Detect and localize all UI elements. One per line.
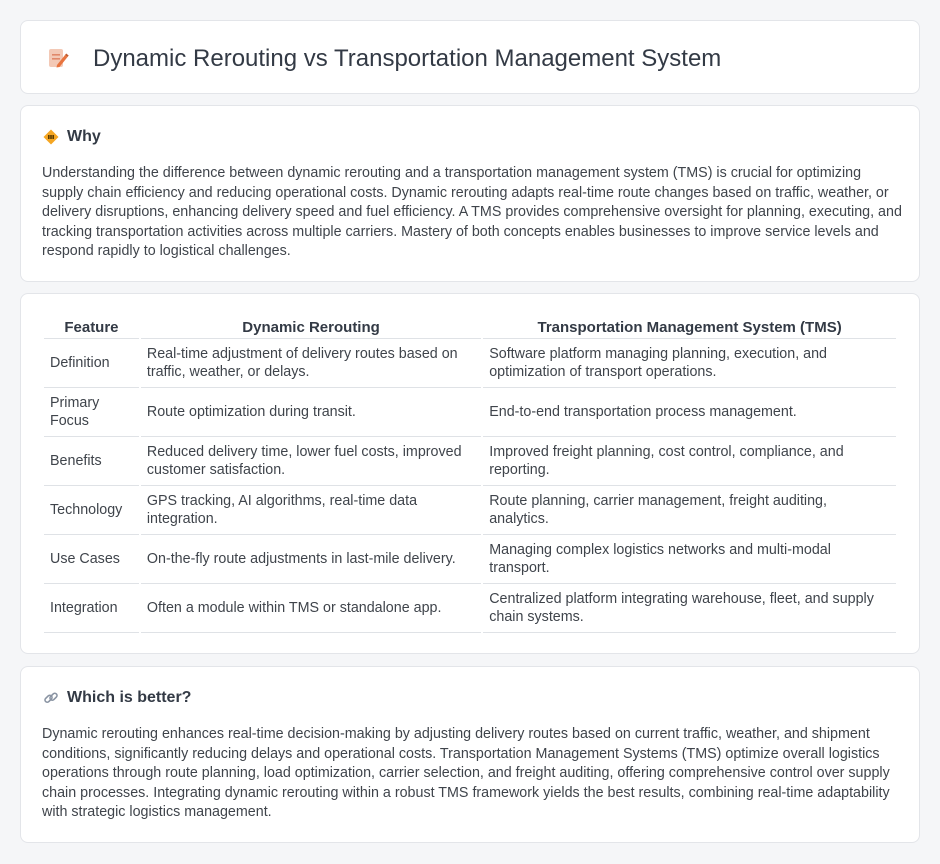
tms-cell: Software platform managing planning, execution, and optimization of transport operations.: [483, 339, 896, 388]
better-heading: [43, 689, 191, 707]
why-heading: [43, 128, 101, 146]
which-is-better-section: [20, 666, 920, 843]
dynamic-rerouting-cell: Reduced delivery time, lower fuel costs, improved customer satisfaction.: [141, 437, 481, 486]
better-title: Which is better?: [67, 689, 192, 706]
table-row: [44, 339, 896, 388]
dynamic-rerouting-cell: Route optimization during transit.: [141, 388, 481, 437]
better-body: Dynamic rerouting enhances real-time decision-making by adjusting delivery routes based on current traffic, weather, and shipment conditions, significantly reducing delays and operational costs. Transportation Management Systems (TMS) optimize overall logistics operations through route planning, load optimization, carrier selection, and freight auditing, offering comprehensive control over supply chain processes. Integrating dynamic rerouting within a robust TMS framework yields the best results, combining real-time adaptability with strategic logistics management.: [42, 726, 890, 820]
header-tms: Transportation Management System (TMS): [483, 315, 896, 339]
link-icon: [43, 690, 59, 706]
tms-cell: Centralized platform integrating warehouse, fleet, and supply chain systems.: [483, 584, 896, 633]
feature-cell: Benefits: [44, 437, 139, 486]
header-feature: Feature: [44, 315, 139, 339]
feature-cell: Technology: [44, 486, 139, 535]
feature-cell: Use Cases: [44, 535, 139, 584]
table-row: [44, 486, 896, 535]
why-title: Why: [67, 128, 101, 145]
diamond-warning-icon: [43, 129, 59, 145]
tms-cell: Improved freight planning, cost control, compliance, and reporting.: [483, 437, 896, 486]
table-row: [44, 437, 896, 486]
table-header-row: [44, 315, 896, 339]
dynamic-rerouting-cell: GPS tracking, AI algorithms, real-time data integration.: [141, 486, 481, 535]
comparison-table: [42, 315, 898, 633]
dynamic-rerouting-cell: On-the-fly route adjustments in last-mile delivery.: [141, 535, 481, 584]
table-row: [44, 584, 896, 633]
table-row: [44, 535, 896, 584]
comparison-table-card: [20, 293, 920, 654]
header-card: [20, 20, 920, 94]
why-section: [20, 105, 920, 282]
why-body: Understanding the difference between dynamic rerouting and a transportation management system (TMS) is crucial for optimizing supply chain efficiency and reducing operational costs. Dynamic rerouting adapts real-time route changes based on traffic, weather, or delivery disruptions, enhancing delivery speed and fuel efficiency. A TMS provides comprehensive oversight for planning, executing, and tracking transportation activities across multiple carriers. Mastery of both concepts enables businesses to improve service levels and respond rapidly to logistical challenges.: [42, 165, 902, 259]
feature-cell: Primary Focus: [44, 388, 139, 437]
tms-cell: End-to-end transportation process management.: [483, 388, 896, 437]
dynamic-rerouting-cell: Often a module within TMS or standalone app.: [141, 584, 481, 633]
dynamic-rerouting-cell: Real-time adjustment of delivery routes based on traffic, weather, or delays.: [141, 339, 481, 388]
page-title: Dynamic Rerouting vs Transportation Management System: [93, 45, 722, 72]
table-row: [44, 388, 896, 437]
header-dynamic-rerouting: Dynamic Rerouting: [141, 315, 481, 339]
tms-cell: Route planning, carrier management, freight auditing, analytics.: [483, 486, 896, 535]
feature-cell: Definition: [44, 339, 139, 388]
tms-cell: Managing complex logistics networks and multi-modal transport.: [483, 535, 896, 584]
feature-cell: Integration: [44, 584, 139, 633]
document-pencil-icon: [47, 47, 69, 69]
